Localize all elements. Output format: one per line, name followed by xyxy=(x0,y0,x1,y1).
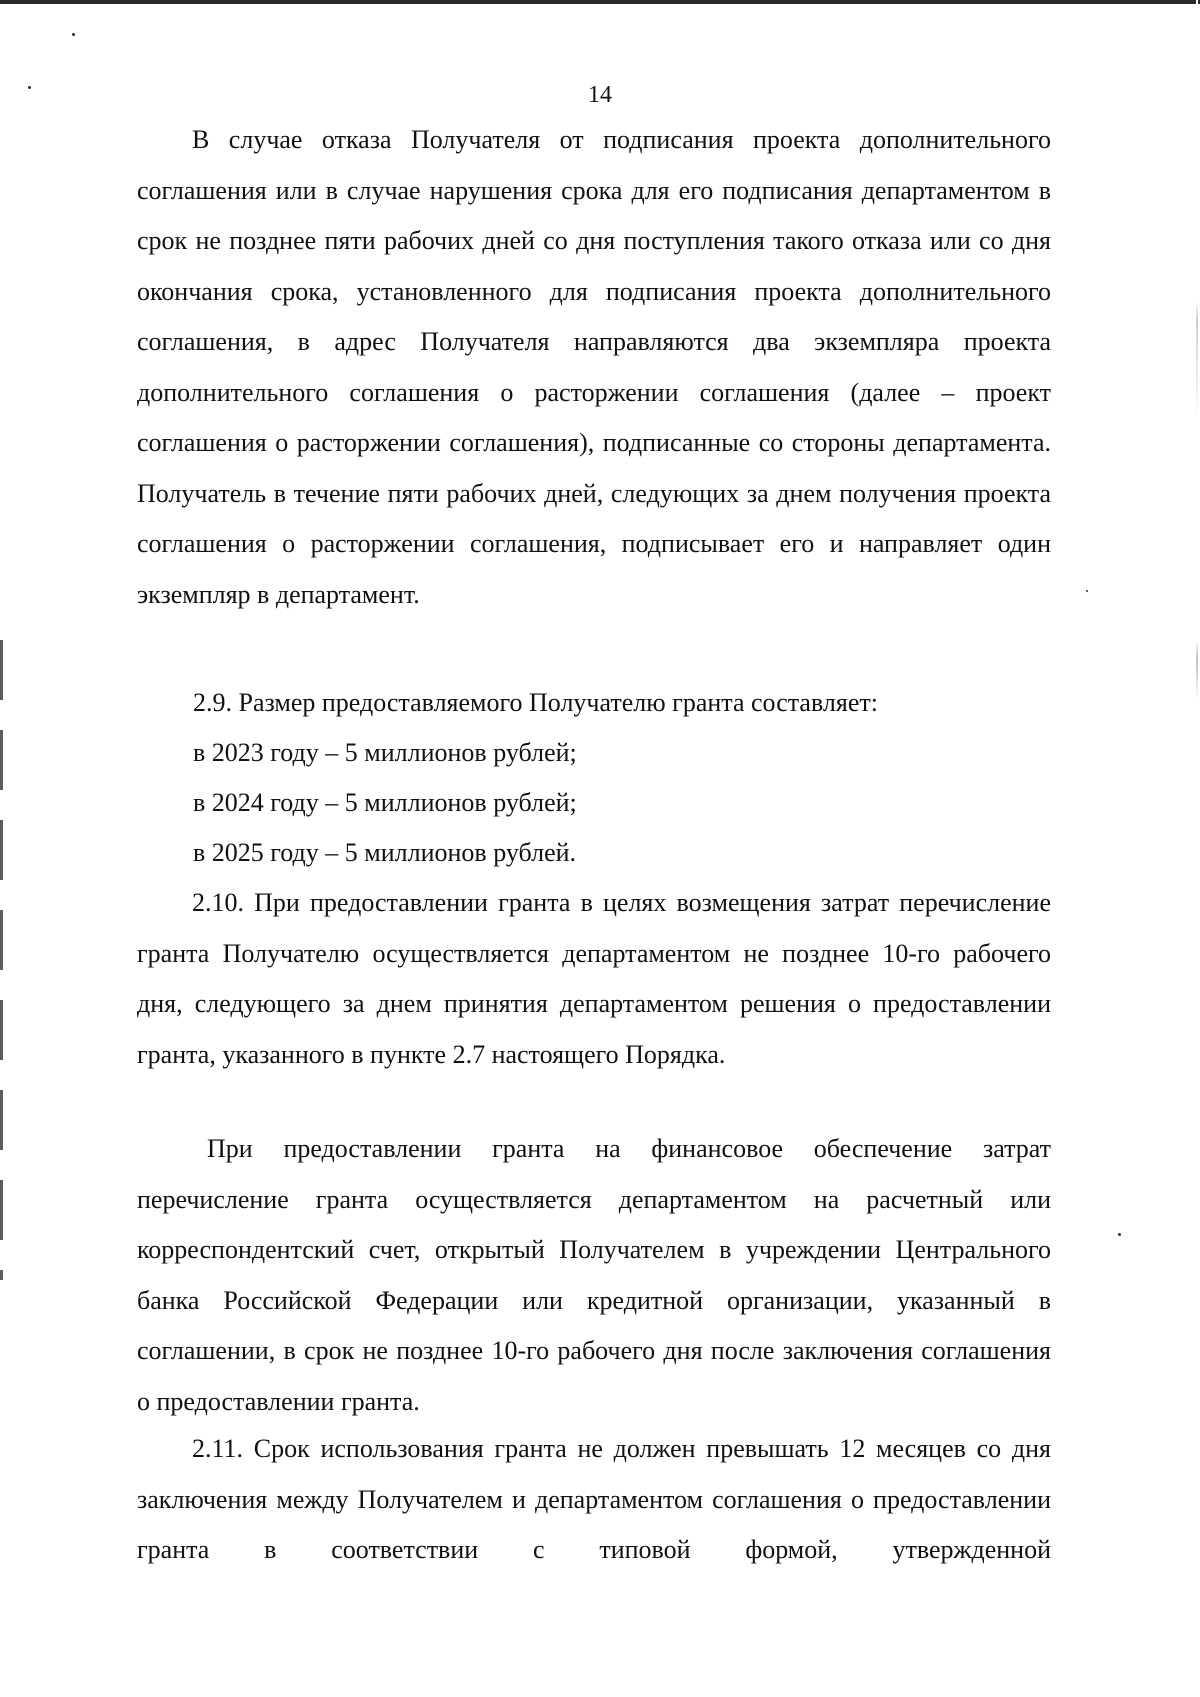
grant-amount-2023: в 2023 году – 5 миллионов рублей; xyxy=(193,738,577,767)
paragraph-refusal: В случае отказа Получателя от подписания проекта дополнительного соглашения или в случае нарушения срока для его подписания департаментом в срок не позднее пяти рабочих дней со дня поступления такого отказа или со дня окончания срока, установленного для подписания проекта дополнительного соглашения, в адрес Получателя направляются два экземпляра проекта дополнительного соглашения о расторжении соглашения (далее – проект соглашения о расторжении соглашения), подписанные со стороны департамента. Получатель в течение пяти рабочих дней, следующих за днем получения проекта соглашения о расторжении соглашения, подписывает его и направляет один экземпляр в департамент. xyxy=(137,125,1051,609)
scan-speck xyxy=(1118,1233,1121,1236)
scan-top-edge xyxy=(0,0,1200,4)
scan-speck xyxy=(72,33,75,36)
grant-amount-2024: в 2024 году – 5 миллионов рублей; xyxy=(193,788,577,817)
grant-amount-2025: в 2025 году – 5 миллионов рублей. xyxy=(193,838,577,867)
scan-left-edge-marks xyxy=(0,640,3,1280)
paragraph-financial-support: При предоставлении гранта на финансовое обеспечение затрат перечисление гранта осуществляется департаментом на расчетный или корреспондентский счет, открытый Получателем в учреждении Центрального банка Российской Федерации или кредитной организации, указанный в соглашении, в срок не позднее 10-го рабочего дня после заключения соглашения о предоставлении гранта. xyxy=(137,1134,1051,1416)
scan-speck xyxy=(1086,590,1088,592)
paragraph-2-10: 2.10. При предоставлении гранта в целях возмещения затрат перечисление гранта Получателю осуществляется департаментом не позднее 10-го рабочего дня, следующего за днем принятия департаментом решения о предоставлении гранта, указанного в пункте 2.7 настоящего Порядка. xyxy=(137,888,1051,1069)
page-number: 14 xyxy=(588,82,612,108)
scan-right-edge xyxy=(1196,0,1198,1697)
paragraph-2-9-intro: 2.9. Размер предоставляемого Получателю гранта составляет: xyxy=(193,688,878,717)
paragraph-2-11: 2.11. Срок использования гранта не должен превышать 12 месяцев со дня заключения между Получателем и департаментом соглашения о предоставлении гранта в соответствии с типовой формой, утвержденной xyxy=(137,1434,1051,1564)
